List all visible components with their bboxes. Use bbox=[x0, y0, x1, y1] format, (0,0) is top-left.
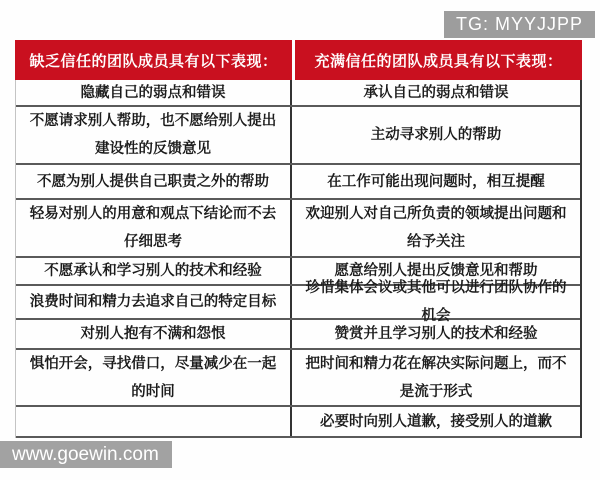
table-cell-left: 浪费时间和精力去追求自己的特定目标 bbox=[16, 286, 292, 318]
table-row bbox=[16, 320, 580, 350]
header-full-of-trust: 充满信任的团队成员具有以下表现： bbox=[295, 40, 582, 80]
header-lack-of-trust: 缺乏信任的团队成员具有以下表现： bbox=[15, 40, 292, 80]
table-cell-right: 愿意给别人提出反馈意见和帮助 bbox=[334, 262, 538, 279]
website-watermark: www.goewin.com bbox=[0, 441, 172, 468]
table-row bbox=[16, 165, 580, 200]
table-cell-left: 对别人抱有不满和怨恨 bbox=[16, 320, 292, 348]
table-cell-right: 珍惜集体会议或其他可以进行团队协作的机会 bbox=[305, 279, 567, 324]
table-cell-left: 不愿为别人提供自己职责之外的帮助 bbox=[16, 165, 292, 198]
table-cell-left: 不愿承认和学习别人的技术和经验 bbox=[16, 258, 292, 284]
table-row bbox=[16, 80, 580, 107]
table-cell-right: 在工作可能出现问题时，相互提醒 bbox=[327, 172, 545, 190]
telegram-watermark: TG: MYYJJPP bbox=[444, 11, 595, 38]
table-row bbox=[16, 279, 580, 324]
table-row bbox=[16, 407, 580, 438]
table-cell-right: 必要时向别人道歉，接受别人的道歉 bbox=[320, 412, 552, 430]
table-row bbox=[16, 200, 580, 258]
table-cell-left: 不愿请求别人帮助，也不愿给别人提出建设性的反馈意见 bbox=[16, 107, 292, 163]
table-cell-left: 隐藏自己的弱点和错误 bbox=[16, 80, 292, 105]
table-cell-right: 欢迎别人对自己所负责的领域提出问题和给予关注 bbox=[305, 205, 567, 250]
table-row bbox=[16, 350, 580, 407]
table-cell-left: 轻易对别人的用意和观点下结论而不去仔细思考 bbox=[16, 200, 292, 256]
table-row bbox=[16, 107, 580, 165]
table-cell-right: 承认自己的弱点和错误 bbox=[363, 83, 509, 101]
trust-comparison-table bbox=[15, 40, 582, 438]
table-cell-right: 把时间和精力花在解决实际问题上，而不是流于形式 bbox=[305, 354, 567, 400]
table-cell-left: 惧怕开会，寻找借口，尽量减少在一起的时间 bbox=[16, 350, 292, 405]
table-header-row bbox=[15, 40, 582, 80]
table-cell-left bbox=[16, 407, 292, 436]
table-cell-right: 主动寻求别人的帮助 bbox=[370, 126, 502, 143]
table-body bbox=[15, 80, 582, 438]
table-cell-right: 赞赏并且学习别人的技术和经验 bbox=[334, 325, 538, 342]
